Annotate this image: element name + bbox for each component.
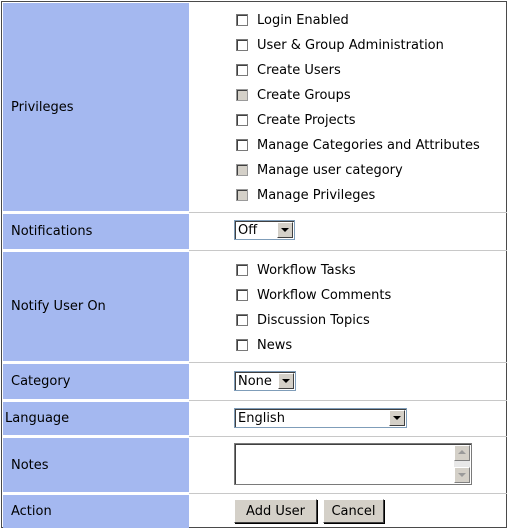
checkbox[interactable]: [236, 39, 248, 51]
privilege-login-enabled[interactable]: [236, 11, 349, 29]
checkbox-label: Workflow Tasks: [257, 262, 356, 278]
row-divider: [189, 250, 507, 251]
notes-label: Notes: [3, 438, 189, 492]
checkbox-label: Create Groups: [257, 87, 351, 103]
checkbox[interactable]: [236, 114, 248, 126]
checkbox[interactable]: [236, 289, 248, 301]
checkbox-label: User & Group Administration: [257, 37, 444, 53]
checkbox-disabled: [236, 189, 248, 201]
scroll-up-icon[interactable]: [454, 445, 470, 461]
privilege-create-users[interactable]: [236, 61, 341, 79]
notify-workflow-comments[interactable]: [236, 286, 391, 304]
checkbox[interactable]: [236, 314, 248, 326]
row-divider: [189, 362, 507, 363]
select-value: Off: [238, 222, 258, 238]
category-label: Category: [3, 364, 189, 399]
privilege-create-groups: [236, 86, 351, 104]
scroll-down-icon[interactable]: [454, 467, 470, 483]
row-divider: [189, 400, 507, 401]
checkbox-label: News: [257, 337, 293, 353]
privilege-manage-categories[interactable]: [236, 136, 480, 154]
privilege-create-projects[interactable]: [236, 111, 356, 129]
language-select[interactable]: [234, 408, 407, 428]
language-label: Language: [3, 402, 189, 435]
checkbox[interactable]: [236, 64, 248, 76]
checkbox-label: Create Users: [257, 62, 341, 78]
notify-discussion-topics[interactable]: [236, 311, 370, 329]
checkbox[interactable]: [236, 139, 248, 151]
notes-scrollbar[interactable]: [454, 445, 470, 483]
privilege-user-group-admin[interactable]: [236, 36, 444, 54]
privilege-manage-privileges: [236, 186, 375, 204]
category-select[interactable]: [234, 371, 296, 391]
notify-workflow-tasks[interactable]: [236, 261, 356, 279]
action-label: Action: [3, 495, 189, 528]
dropdown-arrow-icon[interactable]: [278, 373, 294, 389]
checkbox-label: Manage Privileges: [257, 187, 376, 203]
notes-textarea[interactable]: [234, 443, 472, 485]
add-user-button[interactable]: Add User: [234, 499, 317, 523]
row-divider: [189, 212, 507, 213]
checkbox-label: Manage Categories and Attributes: [257, 137, 480, 153]
checkbox[interactable]: [236, 339, 248, 351]
label-column: [3, 3, 189, 528]
row-divider: [189, 493, 507, 494]
checkbox-label: Create Projects: [257, 112, 356, 128]
checkbox-disabled: [236, 89, 248, 101]
checkbox[interactable]: [236, 264, 248, 276]
privilege-manage-user-category: [236, 161, 403, 179]
dropdown-arrow-icon[interactable]: [389, 410, 405, 426]
checkbox-label: Login Enabled: [257, 12, 349, 28]
select-value: English: [238, 410, 285, 426]
dropdown-arrow-icon[interactable]: [277, 222, 293, 238]
notify-news[interactable]: [236, 336, 292, 354]
privileges-label: Privileges: [3, 3, 189, 211]
select-value: None: [238, 373, 272, 389]
row-divider: [189, 436, 507, 437]
checkbox-label: Discussion Topics: [257, 312, 370, 328]
checkbox-disabled: [236, 164, 248, 176]
notifications-label: Notifications: [3, 214, 189, 249]
checkbox[interactable]: [236, 14, 248, 26]
notifications-select[interactable]: [234, 220, 295, 240]
checkbox-label: Workflow Comments: [257, 287, 392, 303]
notify-user-on-label: Notify User On: [3, 252, 189, 361]
cancel-button[interactable]: Cancel: [323, 499, 384, 523]
checkbox-label: Manage user category: [257, 162, 403, 178]
